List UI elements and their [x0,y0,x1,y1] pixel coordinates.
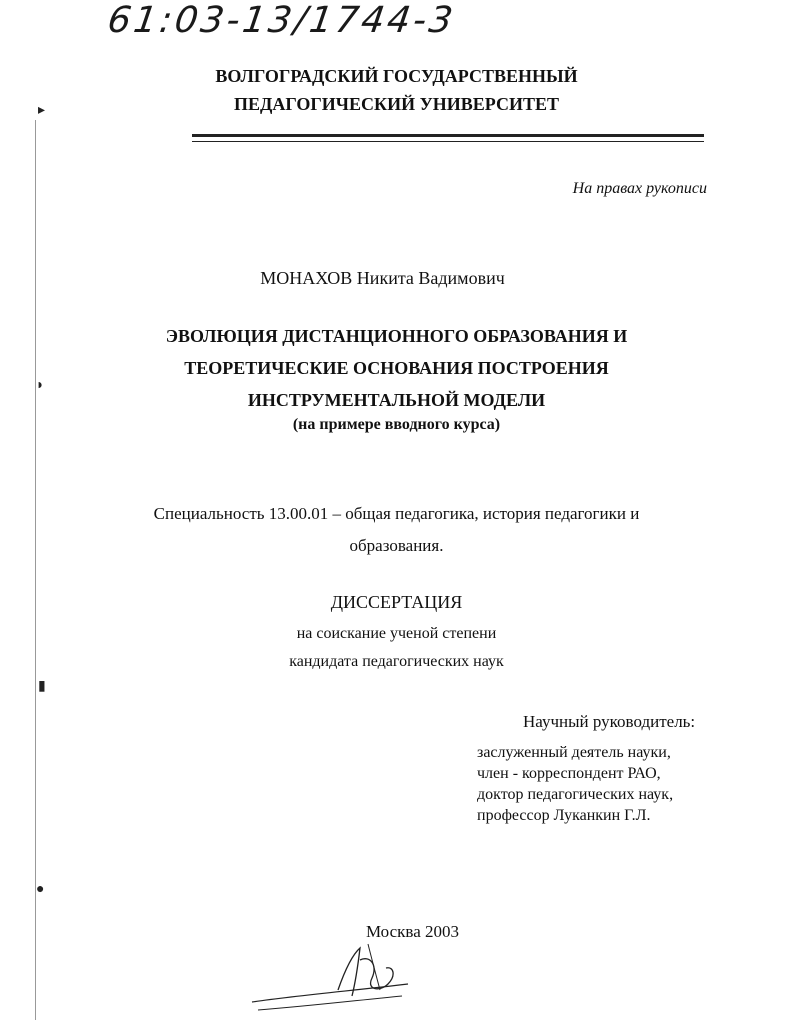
manuscript-rights-note: На правах рукописи [572,180,707,197]
scan-mark-2: ◗ [36,378,45,393]
signature-stroke-3 [338,948,360,996]
scan-mark-1: ▸ [38,103,46,118]
supervisor-line-2: член - корреспондент РАО, [477,765,661,782]
scan-mark-4: ● [36,882,45,897]
handwritten-shelfmark: 61:03-13/1744-3 [105,0,459,41]
specialty-line-2: образования. [349,536,444,555]
university-line-1: ВОЛГОГРАДСКИЙ ГОСУДАРСТВЕННЫЙ [215,66,578,86]
city-year: Москва 2003 [365,922,460,941]
degree-line-2: кандидата педагогических наук [289,653,504,670]
title-subtitle: (на примере вводного курса) [292,416,501,433]
title-line-1: ЭВОЛЮЦИЯ ДИСТАНЦИОННОГО ОБРАЗОВАНИЯ И [165,326,628,346]
supervisor-heading: Научный руководитель: [523,712,696,731]
scan-mark-3: ▮ [38,679,46,694]
title-line-2: ТЕОРЕТИЧЕСКИЕ ОСНОВАНИЯ ПОСТРОЕНИЯ [184,358,609,378]
signature-stroke-4 [360,959,393,989]
university-line-2: ПЕДАГОГИЧЕСКИЙ УНИВЕРСИТЕТ [233,94,560,114]
specialty-line-1: Специальность 13.00.01 – общая педагогика, история педагогики и [153,504,640,523]
title-line-3: ИНСТРУМЕНТАЛЬНОЙ МОДЕЛИ [247,390,546,410]
supervisor-line-4: профессор Луканкин Г.Л. [477,807,651,824]
supervisor-line-3: доктор педагогических наук, [477,786,674,803]
author-name: МОНАХОВ Никита Вадимович [260,268,505,288]
degree-line-1: на соискание ученой степени [296,625,497,642]
supervisor-line-1: заслуженный деятель науки, [477,744,671,761]
dissertation-heading: ДИССЕРТАЦИЯ [330,592,463,612]
signature-stroke-5 [368,944,380,990]
